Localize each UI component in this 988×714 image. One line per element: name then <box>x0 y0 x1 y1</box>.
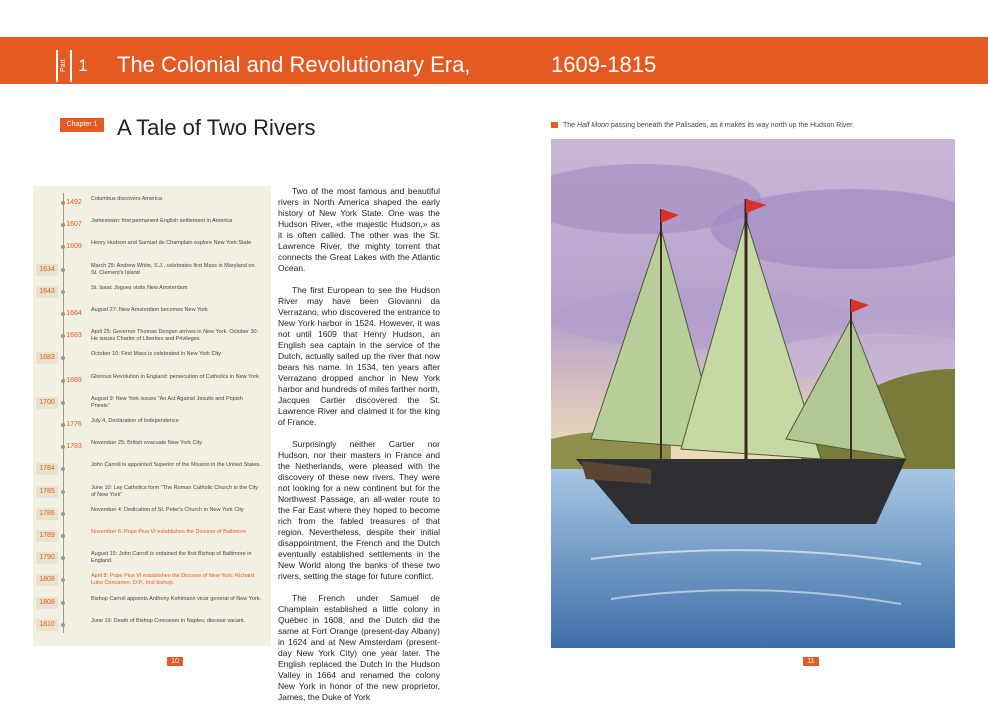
timeline-year: 1700 <box>36 397 58 409</box>
timeline-event: August 9: New York issues "An Act Against Jesuits and Popish Priests" <box>91 395 243 409</box>
timeline-entry <box>0 437 271 457</box>
timeline-entry <box>0 526 271 546</box>
timeline-year: 1689 <box>66 376 82 384</box>
timeline-event: Bishop Carroll appoints Anthony Kohlmann vicar general of New York. <box>91 595 261 602</box>
timeline-dot <box>61 312 65 316</box>
timeline-year: 1790 <box>36 552 58 564</box>
timeline-year: 1783 <box>66 443 82 451</box>
timeline-event: John Carroll is appointed Superior of the Mission in the United States. <box>91 462 261 469</box>
timeline-event: Glorious Revolution in England: persecution of Catholics in New York <box>91 373 259 380</box>
timeline-event: November 25: British evacuate New York City <box>91 440 202 447</box>
timeline-entry <box>0 593 271 613</box>
timeline-entry <box>0 282 271 302</box>
timeline-entry <box>0 504 271 524</box>
timeline-event: June 19: Death of Bishop Concanen in Naples; diocese vacant. <box>91 617 246 624</box>
timeline-year: 1785 <box>36 486 58 498</box>
timeline-year: 1786 <box>36 508 58 520</box>
chapter-title: A Tale of Two Rivers <box>117 115 316 140</box>
timeline-event: St. Isaac Jogues visits New Amsterdam <box>91 284 188 291</box>
timeline-event: November 4: Dedication of St. Peter's Church in New York City <box>91 506 244 513</box>
timeline-year: 1607 <box>66 221 82 229</box>
timeline-entry <box>0 459 271 479</box>
timeline-event: November 6: Pope Pius VI establishes the Diocese of Baltimore <box>91 529 247 535</box>
timeline-dot <box>61 268 65 272</box>
half-moon-painting <box>551 139 955 648</box>
timeline-entry <box>0 326 271 346</box>
timeline-entry <box>0 415 271 435</box>
body-paragraph: The first European to see the Hudson River may have been Giovanni da Verrazano, who discovered the entrance to New York harbor in 1524. However, it was not until 1609 that Henry Hudson, an English sea captain in the service of the Dutch, actually sailed up the river that now bears his name. In 1534, ten years after Verrazano dropped anchor in New York harbor and hundreds of miles farther north, Jacques Cartier discovered the St. Lawrence River and claimed it for the king of France. <box>278 285 440 427</box>
body-paragraph: Two of the most famous and beautiful rivers in North America shaped the early history of New York State. One was the Hudson River, «the majestic Hudson,» as it is often called. The other was the St. Lawrence River, the mighty torrent that connects the Great Lakes with the Atlantic Ocean. <box>278 186 440 273</box>
timeline-dot <box>61 512 65 516</box>
timeline-dot <box>61 467 65 471</box>
caption-prefix: The <box>563 122 576 129</box>
timeline-dot <box>61 534 65 538</box>
timeline-dot <box>61 290 65 294</box>
timeline-year: 1810 <box>36 619 58 631</box>
body-text <box>278 186 440 714</box>
part-badge <box>56 50 94 82</box>
page-number-left: 10 <box>167 657 183 666</box>
timeline-year: 1683 <box>36 352 58 364</box>
timeline-event: April 25: Governor Thomas Dongan arrives in New York. October 30: He issues Charter of Liberties and Privileges <box>91 329 259 343</box>
timeline-entry <box>0 304 271 324</box>
timeline-entry <box>0 348 271 368</box>
timeline-entry <box>0 393 271 413</box>
timeline-dot <box>61 623 65 627</box>
timeline-event: April 8: Pope Pius VI establishes the Diocese of New York. Richard Luke Concanen, O.P., first bishop. <box>91 573 254 587</box>
timeline-event: Columbus discovers America <box>91 196 162 202</box>
timeline-event: October 10: First Mass is celebrated in New York City <box>91 351 221 358</box>
timeline-year: 1808 <box>36 597 58 609</box>
part-years: 1609-1815 <box>551 52 657 77</box>
caption-marker <box>551 122 558 128</box>
timeline-entry <box>0 260 271 280</box>
timeline-dot <box>61 556 65 560</box>
timeline-entry <box>0 548 271 568</box>
timeline-dot <box>61 201 65 205</box>
timeline-year: 1776 <box>66 421 82 428</box>
timeline-entry <box>0 193 271 213</box>
timeline-dot <box>61 423 65 427</box>
body-paragraph: The French under Samuel de Champlain established a little colony in Québec in 1608, and the Dutch did the same at Fort Orange (present-day Albany) in 1624 and at New Amsterdam (present-day New York City) one year later. The English replaced the Dutch in the Hudson Valley in 1664 and renamed the colony New York in honor of the new proprietor, James, the Duke of York <box>278 593 440 702</box>
timeline-event: June 10: Lay Catholics form "The Roman Catholic Church in the City of New York" <box>91 484 259 498</box>
timeline-event: Jamestown: first permanent English settlement in America <box>91 218 233 225</box>
timeline-year: 1664 <box>66 310 82 317</box>
timeline-entry <box>0 215 271 235</box>
timeline-year: 1808 <box>36 574 58 586</box>
timeline-dot <box>61 578 65 582</box>
part-number: 1 <box>72 50 94 82</box>
timeline-year: 1789 <box>36 530 58 542</box>
body-paragraph: Surprisingly neither Cartier nor Hudson, nor their masters in France and the Netherlands, were pleased with the discovery of these new rivers. They were not looking for a new continent but for the Northwest Passage, an all-water route to the Far East where they hoped to become rich from the fabled treasures of that region. Nevertheless, despite their initial disappointment, the French and the Dutch eventually established settlements in the New World along the banks of these two rivers, setting the stage for future conflict. <box>278 439 440 581</box>
part-label: Part <box>58 50 70 82</box>
image-caption <box>551 121 854 131</box>
timeline-year: 1683 <box>66 332 82 340</box>
timeline-event: August 27: New Amsterdam becomes New York <box>91 307 208 313</box>
timeline-dot <box>61 490 65 494</box>
timeline-dot <box>61 401 65 405</box>
timeline-year: 1784 <box>36 463 58 475</box>
timeline-event: August 15: John Carroll is ordained the first Bishop of Baltimore in England. <box>91 551 252 565</box>
timeline-event: March 25: Andrew White, S.J., celebrates first Mass in Maryland on St. Clement's Island <box>91 262 255 276</box>
timeline-year: 1643 <box>36 286 58 298</box>
page-number-right: 11 <box>803 657 819 666</box>
timeline-entry <box>0 371 271 391</box>
timeline-entry <box>0 570 271 590</box>
caption-ship-name: Half Moon <box>577 122 609 129</box>
timeline-event: July 4, Declaration of Independence <box>91 418 179 424</box>
timeline-entry <box>0 237 271 257</box>
chapter-tag: Chapter 1 <box>60 118 104 132</box>
timeline-event: Henry Hudson and Samuel de Champlain explore New York State <box>91 240 252 247</box>
timeline-dot <box>61 379 65 383</box>
timeline-year: 1492 <box>66 199 82 206</box>
timeline-entry <box>0 482 271 502</box>
timeline-year: 1634 <box>36 264 58 276</box>
timeline-dot <box>61 601 65 605</box>
part-title: The Colonial and Revolutionary Era, <box>117 52 471 77</box>
timeline-entry <box>0 615 271 635</box>
caption-text: passing beneath the Palisades, as it makes its way north up the Hudson River. <box>610 122 855 129</box>
timeline-year: 1609 <box>66 243 82 251</box>
timeline-dot <box>61 356 65 360</box>
